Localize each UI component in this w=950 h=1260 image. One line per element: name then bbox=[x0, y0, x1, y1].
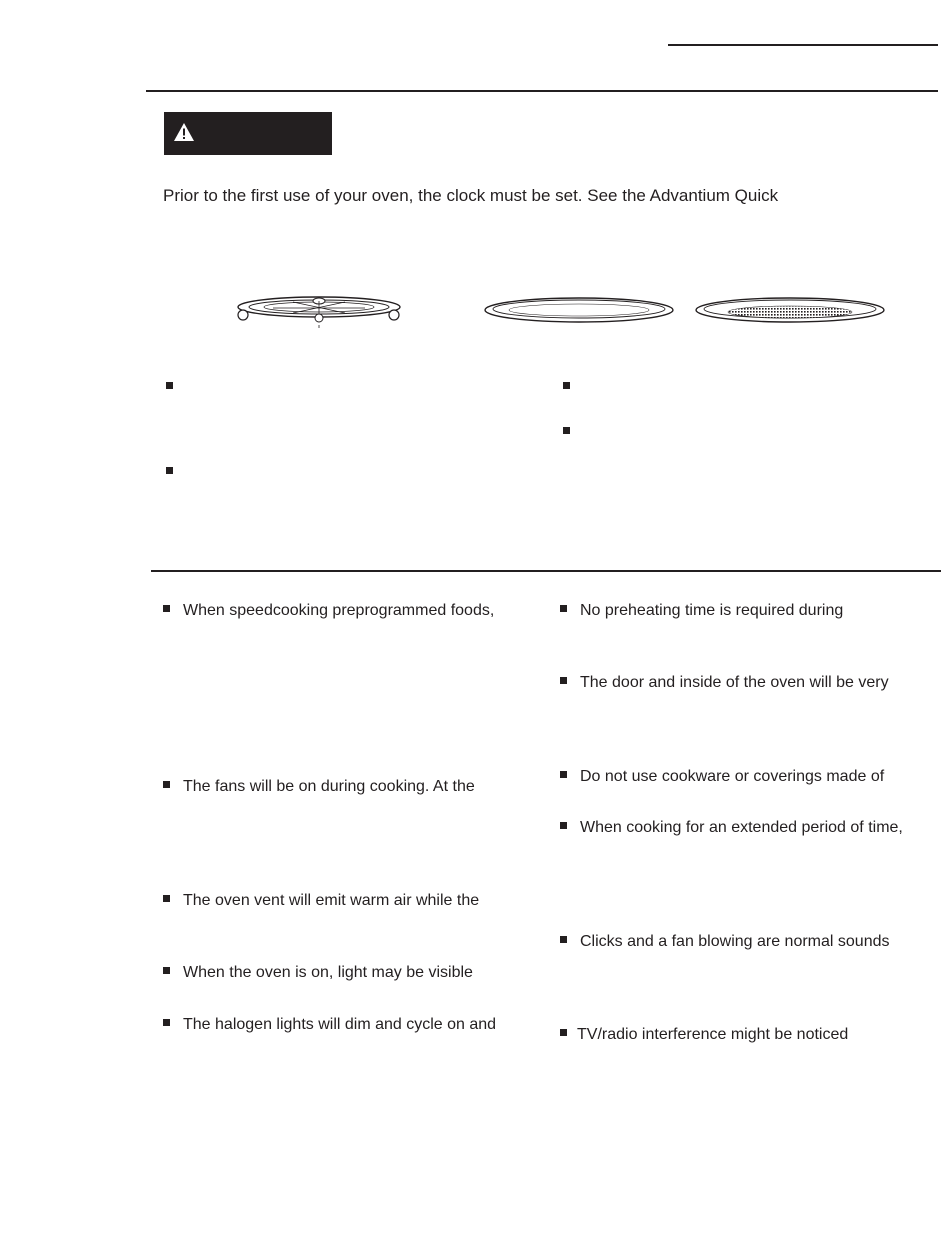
list-item: The door and inside of the oven will be very bbox=[560, 674, 889, 692]
section-rule bbox=[151, 570, 941, 572]
square-bullet-icon bbox=[166, 467, 173, 474]
square-bullet-icon bbox=[163, 781, 170, 788]
square-bullet-icon bbox=[163, 895, 170, 902]
turntable-tray-illustration bbox=[482, 296, 676, 326]
warning-triangle-icon bbox=[173, 122, 195, 142]
square-bullet-icon bbox=[563, 382, 570, 389]
square-bullet-icon bbox=[560, 822, 567, 829]
square-bullet-icon bbox=[163, 605, 170, 612]
square-bullet-icon bbox=[163, 967, 170, 974]
header-rule bbox=[146, 90, 938, 92]
list-item: Clicks and a fan blowing are normal sounds bbox=[560, 933, 890, 951]
intro-paragraph: Prior to the first use of your oven, the clock must be set. See the Advantium Quick bbox=[163, 186, 779, 205]
square-bullet-icon bbox=[560, 677, 567, 684]
oven-rack-illustration bbox=[233, 292, 405, 332]
square-bullet-icon bbox=[163, 1019, 170, 1026]
list-item: Do not use cookware or coverings made of bbox=[560, 768, 884, 786]
square-bullet-icon bbox=[560, 771, 567, 778]
caution-label-box bbox=[164, 112, 332, 155]
metal-tray-illustration bbox=[693, 296, 887, 326]
list-item: When cooking for an extended period of time, bbox=[560, 819, 903, 837]
list-item: The fans will be on during cooking. At the bbox=[163, 778, 475, 796]
square-bullet-icon bbox=[560, 1029, 567, 1036]
square-bullet-icon bbox=[166, 382, 173, 389]
list-item: When speedcooking preprogrammed foods, bbox=[163, 602, 494, 620]
header-rule-short bbox=[668, 44, 938, 46]
list-item: The oven vent will emit warm air while the bbox=[163, 892, 479, 910]
square-bullet-icon bbox=[560, 605, 567, 612]
list-item: When the oven is on, light may be visible bbox=[163, 964, 473, 982]
square-bullet-icon bbox=[563, 427, 570, 434]
list-item: No preheating time is required during bbox=[560, 602, 843, 620]
square-bullet-icon bbox=[560, 936, 567, 943]
list-item: The halogen lights will dim and cycle on and bbox=[163, 1016, 496, 1034]
list-item: TV/radio interference might be noticed bbox=[560, 1026, 848, 1044]
